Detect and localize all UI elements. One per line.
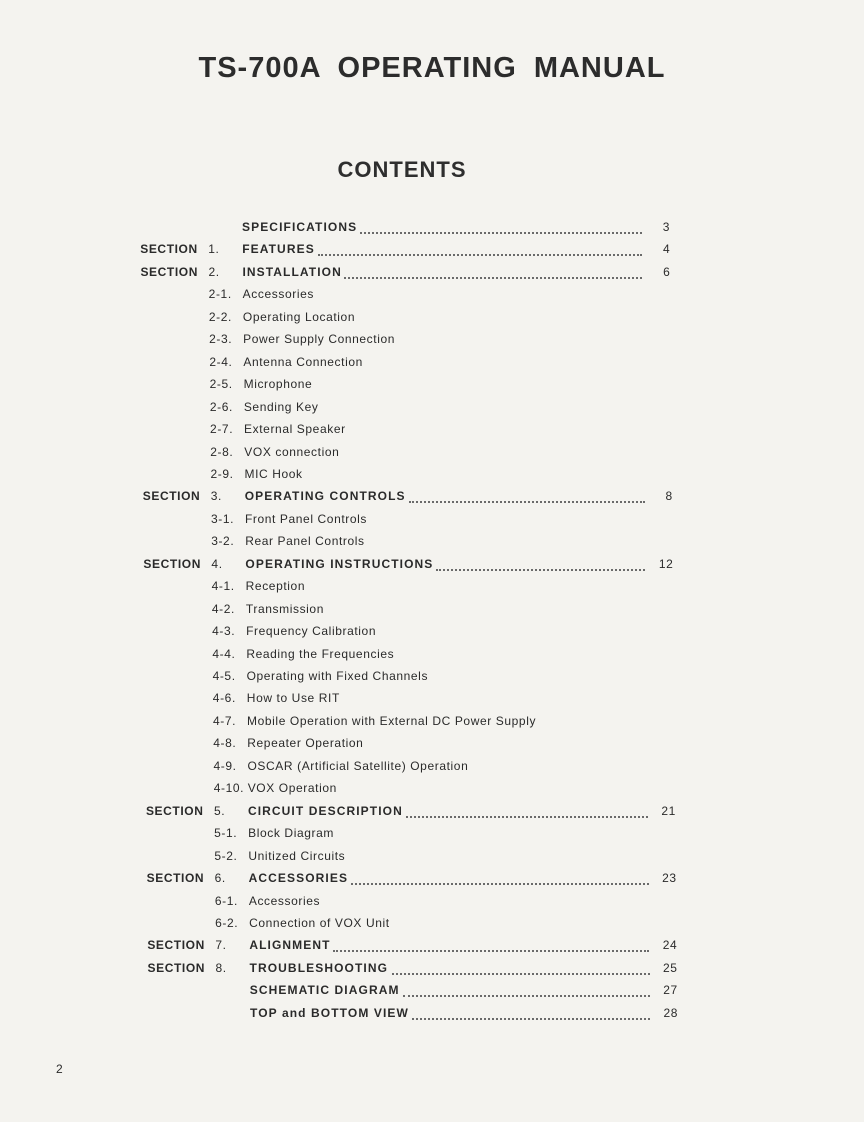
toc-entry [145, 689, 685, 707]
toc-entry [141, 353, 681, 371]
toc-entry [144, 577, 684, 595]
toc-entry [146, 802, 686, 820]
toc-entry [141, 285, 681, 303]
toc-entry-title: Operating with Fixed Channels [246, 669, 429, 683]
toc-entry-number: 6. [214, 871, 226, 886]
toc-entry-page: 3 [662, 220, 670, 234]
dot-leader [409, 491, 645, 503]
dot-leader [351, 873, 649, 885]
toc-entry-number: 3-1. [210, 511, 235, 526]
toc-entry-title: Operating Location [242, 309, 356, 324]
toc-entry [141, 330, 681, 348]
toc-entry [142, 443, 682, 461]
toc-entry-number: 4-4. [212, 646, 236, 661]
toc-section-label: SECTION [140, 242, 198, 257]
toc-entry-title: Mobile Operation with External DC Power Supply [247, 713, 537, 728]
toc-entry-title: VOX connection [244, 444, 340, 459]
contents-heading: CONTENTS [337, 157, 467, 182]
toc-section-label: SECTION [142, 489, 201, 504]
toc-section-label: SECTION [147, 938, 205, 953]
toc-entry [145, 757, 685, 775]
toc-entry [146, 824, 686, 842]
dot-leader [406, 806, 648, 818]
toc-entry-number: 3. [210, 489, 222, 504]
toc-entry [148, 1004, 688, 1022]
toc-entry-title: FEATURES [242, 242, 315, 257]
toc-entry [142, 398, 682, 416]
toc-section-label: SECTION [143, 556, 201, 571]
toc-entry-title: Microphone [243, 377, 313, 392]
toc-entry [143, 510, 683, 528]
toc-entry [147, 869, 687, 887]
dot-leader [344, 267, 642, 279]
toc-entry-page: 12 [658, 556, 674, 571]
toc-entry-number: 5. [213, 803, 226, 818]
dot-leader [392, 963, 650, 975]
toc-entry-title: SPECIFICATIONS [242, 220, 358, 234]
toc-entry [147, 914, 687, 932]
toc-entry-title: ALIGNMENT [249, 938, 331, 953]
toc-entry-title: MIC Hook [244, 466, 303, 481]
toc-entry-number: 4-3. [212, 624, 236, 639]
toc-entry-number: 2-9. [210, 466, 234, 481]
toc-entry-title: Antenna Connection [243, 354, 363, 369]
toc-entry-number: 5-2. [214, 848, 238, 863]
toc-entry-title: ACCESSORIES [248, 871, 349, 886]
toc-entry-number: 2-5. [209, 377, 233, 392]
toc-entry [144, 645, 684, 663]
toc-entry-title: OPERATING INSTRUCTIONS [245, 556, 434, 571]
toc-entry-title: Accessories [242, 287, 314, 302]
toc-entry-number: 4-6. [212, 691, 236, 706]
dot-leader [412, 1008, 650, 1020]
toc-entry-number: 4-10. [213, 781, 245, 796]
toc-entry-title: SCHEMATIC DIAGRAM [249, 983, 400, 998]
manual-title: TS-700A OPERATING MANUAL [198, 52, 666, 84]
dot-leader [318, 244, 642, 256]
toc-entry-title: Reading the Frequencies [246, 646, 395, 661]
toc-entry-title: TOP and BOTTOM VIEW [250, 1005, 409, 1020]
toc-entry [147, 936, 687, 954]
toc-entry [142, 375, 682, 393]
toc-section-label: SECTION [146, 871, 205, 886]
toc-entry [145, 712, 685, 730]
toc-entry [141, 308, 681, 326]
toc-entry-title: Rear Panel Controls [245, 534, 365, 549]
toc-entry-number: 2. [208, 264, 220, 279]
toc-entry-number: 6-2. [215, 915, 239, 930]
toc-entry [142, 420, 682, 438]
toc-entry [145, 734, 685, 752]
toc-entry [140, 263, 680, 281]
toc-entry-title: Unitized Circuits [248, 848, 346, 863]
toc-entry [143, 487, 683, 505]
toc-entry [147, 892, 687, 910]
toc-entry-title: VOX Operation [247, 781, 337, 796]
toc-entry-number: 8. [215, 960, 227, 975]
toc-entry-title: CIRCUIT DESCRIPTION [247, 803, 403, 818]
toc-entry-number: 2-8. [210, 444, 234, 459]
toc-section-label: SECTION [145, 803, 204, 818]
dot-leader [333, 940, 649, 952]
toc-entry-page: 21 [661, 803, 676, 818]
toc-entry-title: TROUBLESHOOTING [249, 960, 389, 975]
toc-entry-title: Front Panel Controls [244, 511, 368, 526]
toc-entry-title: Reception [245, 579, 306, 594]
toc-entry-page: 28 [663, 1005, 678, 1020]
toc-entry-number: 5-1. [214, 826, 238, 841]
toc-section-label: SECTION [147, 960, 206, 975]
toc-entry [143, 532, 683, 550]
dot-leader [403, 985, 650, 997]
toc-entry [146, 779, 686, 797]
toc-section-label: SECTION [140, 264, 198, 279]
toc-entry-number: 4-9. [213, 758, 237, 773]
toc-entry-number: 1. [208, 242, 220, 257]
toc-entry-number: 4-2. [211, 601, 235, 616]
toc-entry-title: How to Use RIT [246, 691, 340, 706]
toc-entry [148, 959, 688, 977]
toc-entry-number: 2-6. [209, 399, 233, 414]
toc-entry-number: 2-7. [210, 422, 234, 437]
toc-entry-title: Sending Key [243, 399, 319, 414]
toc-entry-page: 6 [663, 264, 671, 279]
toc-entry [143, 555, 683, 573]
toc-entry [143, 465, 683, 483]
toc-entry-page: 24 [662, 938, 678, 953]
toc-entry-number: 3-2. [211, 534, 235, 549]
toc-entry-number: 4-7. [213, 713, 237, 728]
toc-entry-number: 2-2. [208, 309, 232, 324]
dot-leader [436, 559, 645, 571]
toc-entry [145, 667, 685, 685]
toc-entry-title: Frequency Calibration [246, 624, 377, 639]
toc-entry-title: Repeater Operation [247, 736, 364, 751]
toc-entry-page: 25 [662, 960, 678, 975]
toc-entry [140, 240, 680, 258]
toc-entry-title: Transmission [245, 601, 324, 616]
toc-entry-page: 8 [665, 489, 673, 504]
toc-entry-number: 2-1. [208, 287, 232, 302]
toc-entry-number: 2-3. [209, 332, 233, 347]
toc-entry-title: Block Diagram [248, 826, 334, 841]
toc-entry [148, 981, 688, 999]
toc-entry-title: OPERATING CONTROLS [244, 489, 406, 504]
toc-entry-page: 23 [662, 871, 677, 886]
toc-entry-title: OSCAR (Artificial Satellite) Operation [247, 758, 469, 773]
toc-entry [144, 600, 684, 618]
toc-entry-number: 4-5. [212, 669, 236, 683]
toc-entry-number: 4-1. [211, 579, 235, 594]
toc-entry-title: Accessories [248, 893, 321, 908]
dot-leader [360, 222, 642, 234]
toc-entry-title: External Speaker [244, 422, 346, 437]
toc-entry-title: INSTALLATION [242, 264, 342, 279]
toc-entry-number: 2-4. [209, 354, 233, 369]
toc-entry [146, 847, 686, 865]
toc-entry-number: 4. [211, 556, 223, 571]
toc-entry-page: 4 [662, 242, 671, 257]
page-number: 2 [56, 1062, 63, 1076]
toc-entry-number: 6-1. [214, 893, 238, 908]
toc-entry-title: Connection of VOX Unit [249, 915, 390, 930]
toc-entry-page: 27 [663, 983, 678, 998]
toc-entry [144, 622, 684, 640]
toc-entry-title: Power Supply Connection [243, 332, 396, 347]
toc-entry-number: 7. [215, 938, 227, 953]
toc-entry-number: 4-8. [213, 736, 237, 751]
toc-entry [140, 218, 680, 236]
